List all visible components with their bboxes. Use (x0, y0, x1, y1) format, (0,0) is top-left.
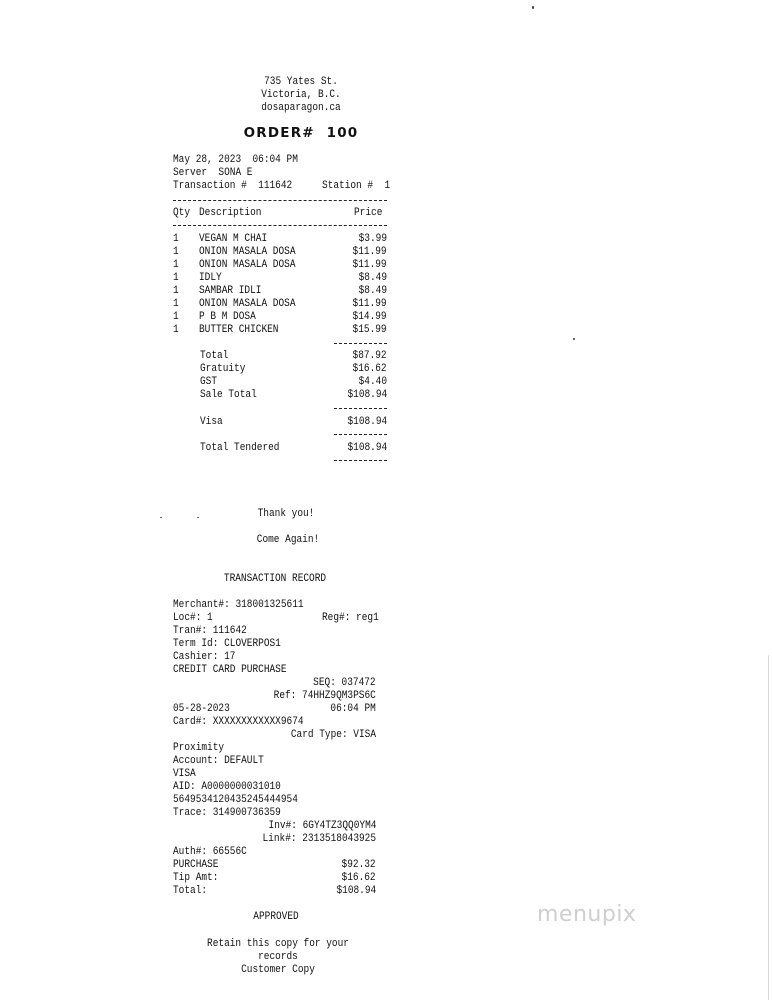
visa-value: $108.94 (347, 416, 387, 428)
item-name: P B M DOSA (199, 311, 256, 323)
entry-mode: Proximity (173, 742, 225, 754)
total-label: Total (200, 350, 229, 362)
item-qty: 1 (173, 233, 179, 245)
scan-speck (197, 517, 199, 518)
record-total-value: $108.94 (336, 885, 376, 897)
reference-number: Ref: 74HHZ9QM3PS6C (273, 690, 376, 702)
item-price: $8.49 (358, 272, 387, 284)
thank-you-text: Thank you! (257, 508, 315, 520)
item-price: $15.99 (352, 324, 387, 336)
sale-total-label: Sale Total (200, 389, 257, 401)
total-value: $87.92 (352, 350, 387, 362)
item-qty: 1 (173, 259, 179, 271)
record-time: 06:04 PM (330, 703, 376, 715)
card-type: Card Type: VISA (290, 729, 376, 741)
total-tendered-label: Total Tendered (200, 442, 280, 454)
merchant-number: Merchant#: 318001325611 (173, 599, 304, 611)
divider (334, 343, 387, 344)
order-number: 100 (326, 125, 359, 141)
retain-copy-line-2: records (258, 951, 298, 963)
scan-speck (573, 338, 575, 340)
transaction-record-title: TRANSACTION RECORD (223, 573, 327, 585)
item-name: ONION MASALA DOSA (199, 246, 296, 258)
item-name: ONION MASALA DOSA (199, 298, 296, 310)
item-price: $8.49 (358, 285, 387, 297)
item-price: $11.99 (352, 298, 387, 310)
item-name: IDLY (199, 272, 222, 284)
item-price: $3.99 (358, 233, 387, 245)
card-number: Card#: XXXXXXXXXXXX9674 (173, 716, 304, 728)
card-brand: VISA (173, 768, 196, 780)
station-number: Station # 1 (322, 180, 391, 192)
account-type: Account: DEFAULT (173, 755, 264, 767)
item-qty: 1 (173, 324, 179, 336)
col-price: Price (354, 207, 383, 219)
item-price: $11.99 (352, 259, 387, 271)
col-qty: Qty (173, 207, 191, 219)
gratuity-value: $16.62 (352, 363, 387, 375)
order-heading (244, 125, 359, 141)
divider (334, 408, 387, 409)
item-name: ONION MASALA DOSA (199, 259, 296, 271)
customer-copy-label: Customer Copy (241, 964, 315, 976)
address-line-2: Victoria, B.C. (261, 89, 341, 101)
purchase-label: PURCHASE (173, 859, 219, 871)
scan-edge-line (768, 655, 769, 1000)
item-qty: 1 (173, 272, 179, 284)
visa-label: Visa (200, 416, 223, 428)
transaction-number: Transaction # 111642 (173, 180, 293, 192)
col-description: Description (199, 207, 262, 219)
gratuity-label: Gratuity (200, 363, 246, 375)
aid: AID: A0000000031010 (173, 781, 281, 793)
terminal-id: Term Id: CLOVERPOS1 (173, 638, 281, 650)
purchase-value: $92.32 (341, 859, 376, 871)
item-price: $14.99 (352, 311, 387, 323)
invoice-number: Inv#: 6GY4TZ3QQ0YM4 (268, 820, 376, 832)
tip-value: $16.62 (341, 872, 376, 884)
divider (334, 460, 387, 461)
divider (334, 434, 387, 435)
record-total-label: Total: (173, 885, 208, 897)
scan-speck (532, 6, 534, 9)
approved-status: APPROVED (253, 911, 299, 923)
auth-number: Auth#: 66556C (173, 846, 247, 858)
order-datetime: May 28, 2023 06:04 PM (173, 154, 298, 166)
sequence-number: SEQ: 037472 (313, 677, 376, 689)
address-line-1: 735 Yates St. (264, 76, 338, 88)
server-name: Server SONA E (173, 167, 253, 179)
retain-copy-line-1: Retain this copy for your (207, 938, 349, 950)
item-qty: 1 (173, 298, 179, 310)
item-name: BUTTER CHICKEN (199, 324, 279, 336)
divider (173, 225, 387, 226)
item-qty: 1 (173, 311, 179, 323)
scan-speck (160, 517, 162, 518)
transaction-type: CREDIT CARD PURCHASE (173, 664, 287, 676)
divider (173, 200, 387, 201)
total-tendered-value: $108.94 (347, 442, 387, 454)
link-number: Link#: 2313518043925 (262, 833, 376, 845)
website: dosaparagon.ca (261, 102, 341, 114)
trace-number: Trace: 314900736359 (173, 807, 281, 819)
gst-label: GST (200, 376, 218, 388)
item-name: VEGAN M CHAI (199, 233, 268, 245)
item-qty: 1 (173, 285, 179, 297)
terminal-verification: 5649534120435245444954 (173, 794, 298, 806)
come-again-text: Come Again! (256, 534, 320, 546)
register-number: Reg#: reg1 (322, 612, 379, 624)
order-label: ORDER# (243, 125, 315, 141)
location-number: Loc#: 1 (173, 612, 213, 624)
item-price: $11.99 (352, 246, 387, 258)
tran-number: Tran#: 111642 (173, 625, 247, 637)
sale-total-value: $108.94 (347, 389, 387, 401)
tip-label: Tip Amt: (173, 872, 219, 884)
gst-value: $4.40 (358, 376, 387, 388)
cashier: Cashier: 17 (173, 651, 236, 663)
record-date: 05-28-2023 (173, 703, 230, 715)
item-name: SAMBAR IDLI (199, 285, 262, 297)
item-qty: 1 (173, 246, 179, 258)
menupix-watermark: menupix (537, 902, 637, 927)
